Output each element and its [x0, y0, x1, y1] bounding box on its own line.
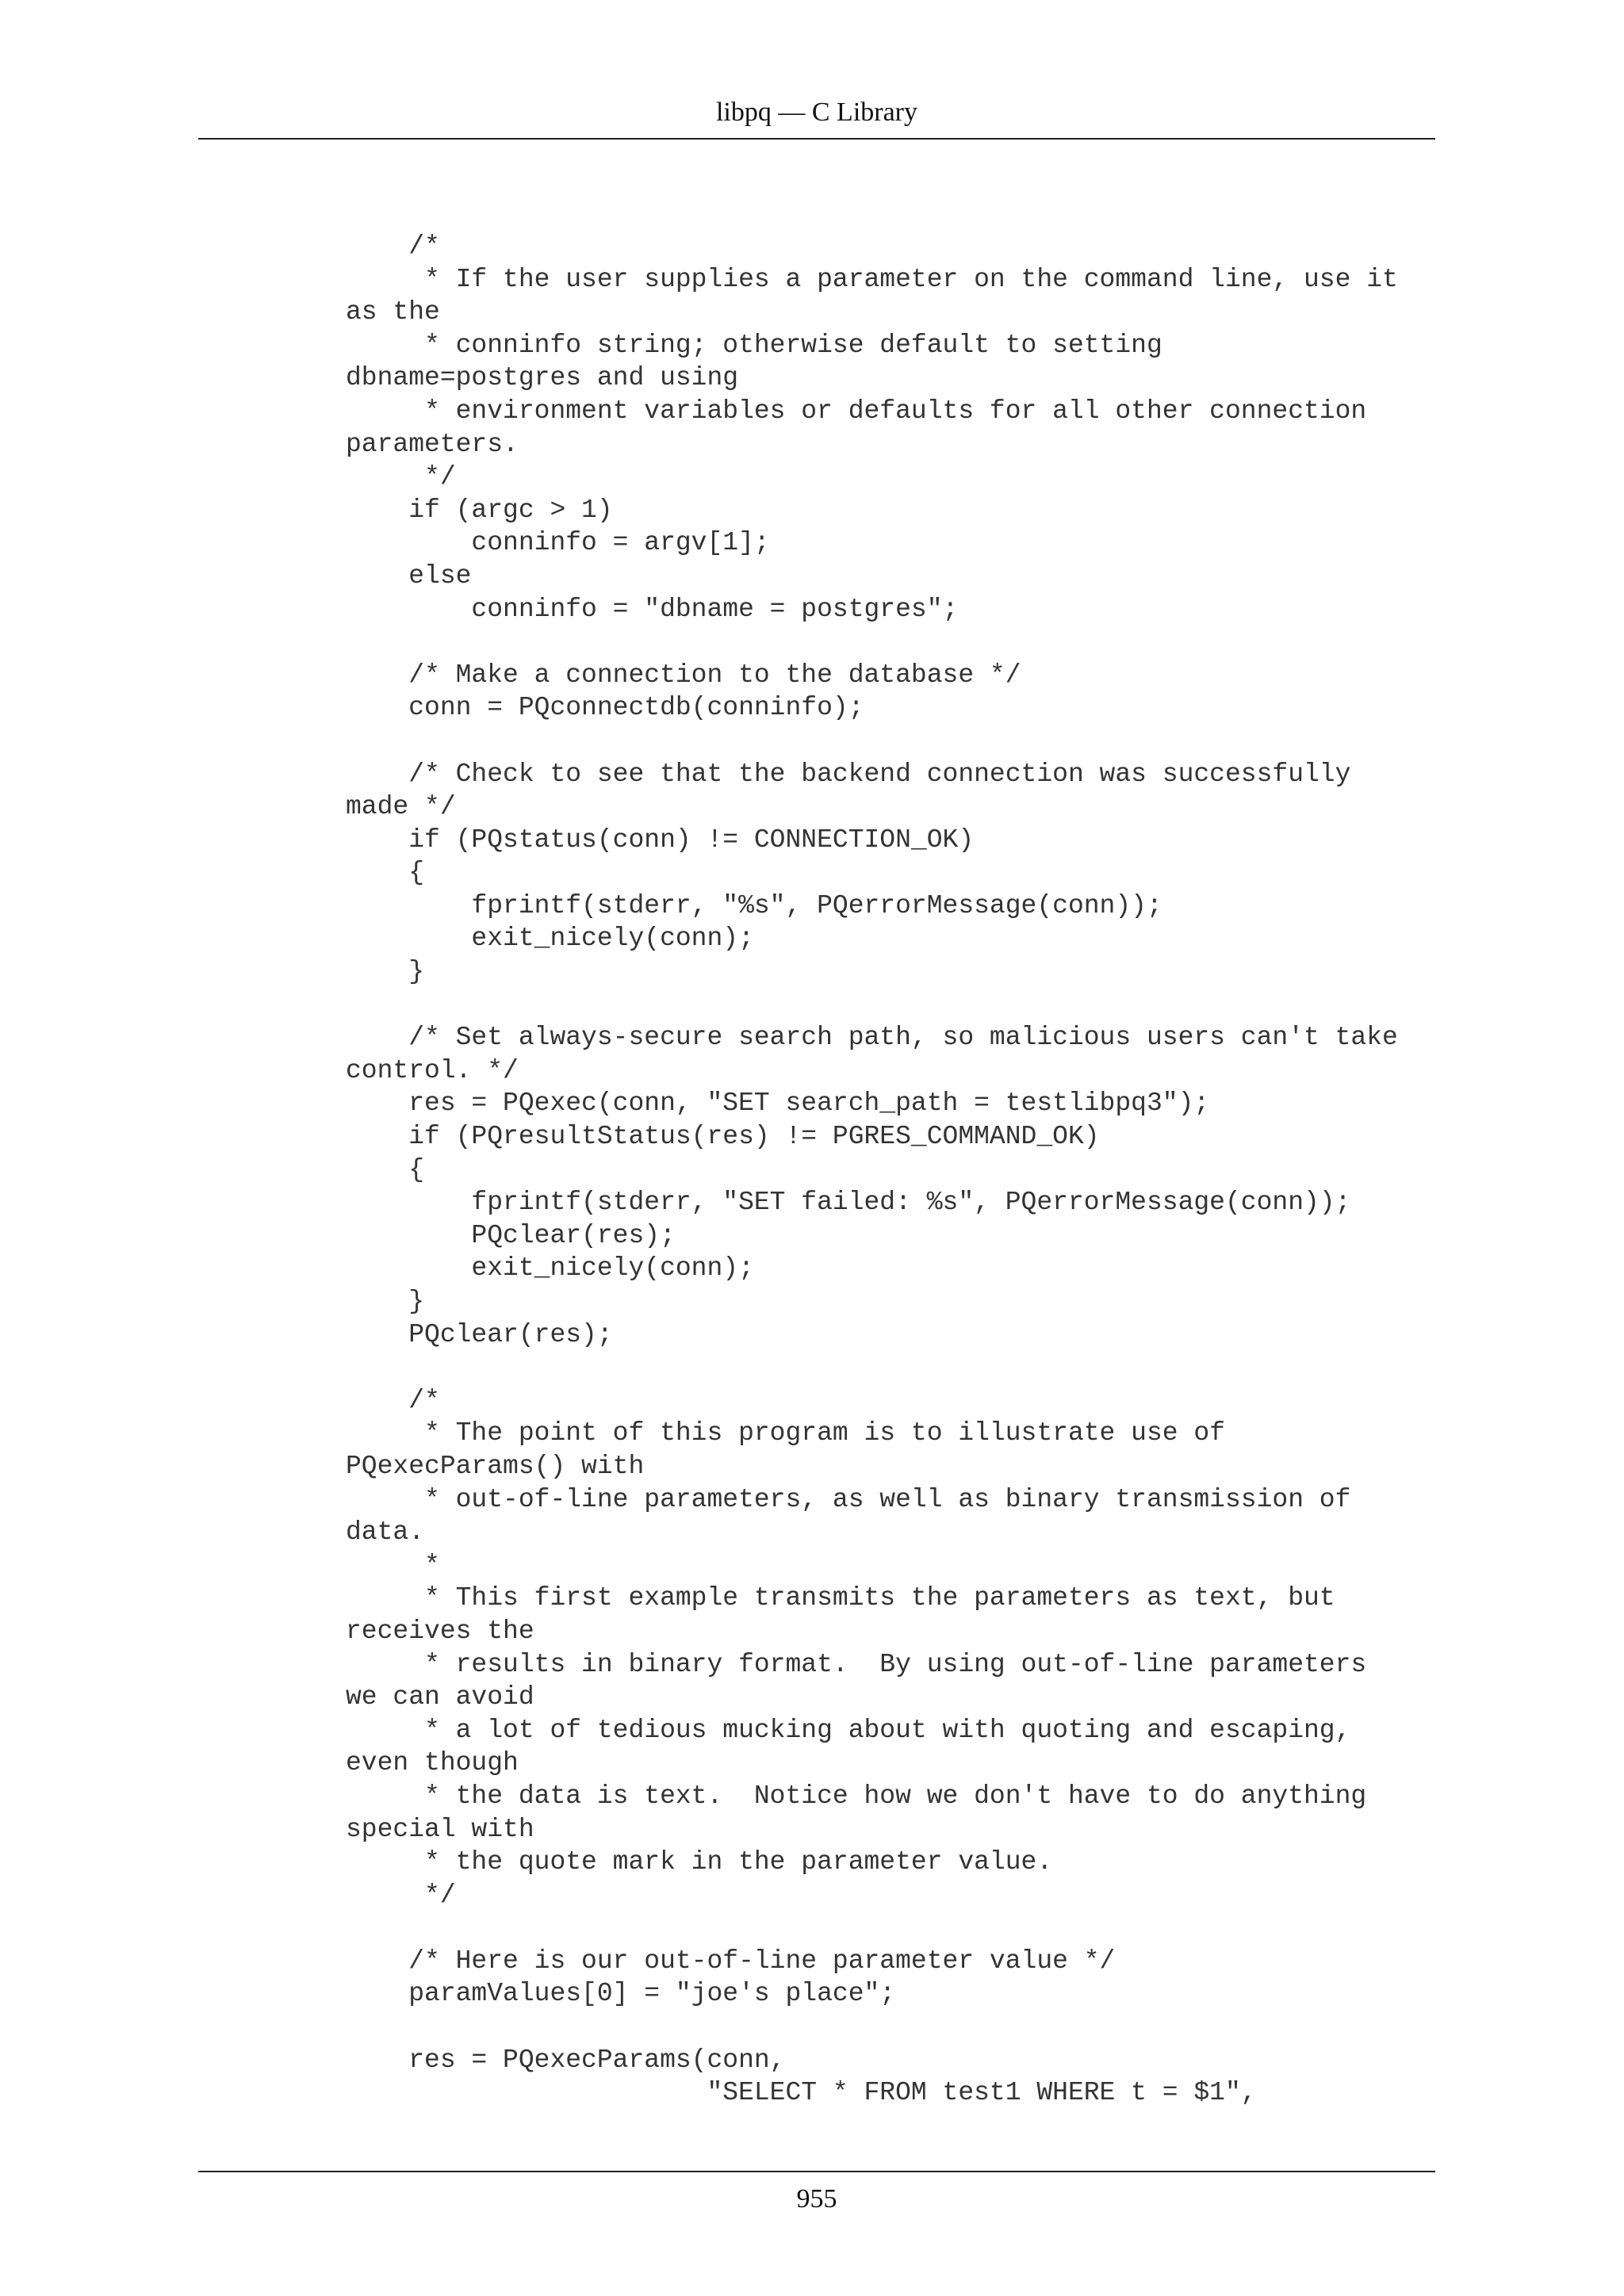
code-line: if (PQresultStatus(res) != PGRES_COMMAND_OK) — [346, 1122, 1100, 1152]
code-line: dbname=postgres and using — [346, 363, 739, 393]
code-line: * conninfo string; otherwise default to setting — [346, 330, 1162, 360]
code-line: * results in binary format. By using out-of-line parameters — [346, 1649, 1367, 1679]
code-line: * environment variables or defaults for all other connection — [346, 396, 1367, 426]
page-number: 955 — [796, 2184, 837, 2214]
code-line: res = PQexec(conn, "SET search_path = testlibpq3"); — [346, 1089, 1210, 1119]
code-line: fprintf(stderr, "SET failed: %s", PQerrorMessage(conn)); — [346, 1188, 1351, 1218]
code-line: { — [346, 1154, 425, 1184]
code-line: res = PQexecParams(conn, — [346, 2045, 786, 2075]
code-line: /* Here is our out-of-line parameter value */ — [346, 1946, 1116, 1976]
code-line: we can avoid — [346, 1682, 534, 1712]
code-line: conn = PQconnectdb(conninfo); — [346, 693, 864, 723]
code-line: special with — [346, 1814, 534, 1844]
code-line: paramValues[0] = "joe's place"; — [346, 1979, 896, 2009]
code-line: /* — [346, 1385, 440, 1415]
code-line: */ — [346, 1880, 456, 1910]
code-line — [346, 989, 1398, 1022]
code-line: * the data is text. Notice how we don't have to do anything — [346, 1781, 1367, 1811]
code-line: /* — [346, 232, 440, 261]
page-header — [198, 92, 1435, 140]
code-line: control. */ — [346, 1055, 519, 1085]
code-line: * This first example transmits the parameters as text, but — [346, 1583, 1335, 1613]
code-line: "SELECT * FROM test1 WHERE t = $1", — [346, 2078, 1257, 2108]
code-line: if (PQstatus(conn) != CONNECTION_OK) — [346, 825, 975, 855]
code-line: conninfo = argv[1]; — [346, 528, 770, 558]
code-line: parameters. — [346, 429, 519, 459]
code-line — [346, 1351, 1398, 1384]
code-line: PQclear(res); — [346, 1220, 676, 1250]
code-line: data. — [346, 1517, 425, 1548]
code-line: * out-of-line parameters, as well as binary transmission of — [346, 1484, 1351, 1514]
code-line — [346, 725, 1398, 758]
code-line — [346, 2011, 1398, 2044]
code-line: else — [346, 561, 472, 591]
code-line: conninfo = "dbname = postgres"; — [346, 594, 959, 624]
code-listing — [346, 230, 1398, 2110]
code-line: exit_nicely(conn); — [346, 1253, 754, 1284]
code-line: PQexecParams() with — [346, 1451, 645, 1481]
code-line: * the quote mark in the parameter value. — [346, 1847, 1053, 1877]
code-line: PQclear(res); — [346, 1319, 613, 1349]
code-line: even though — [346, 1748, 519, 1778]
code-line: * — [346, 1550, 440, 1580]
running-title: libpq — C Library — [715, 98, 918, 127]
code-line — [346, 1911, 1398, 1945]
code-line: /* Make a connection to the database */ — [346, 660, 1021, 690]
code-line: made */ — [346, 792, 456, 822]
code-line: /* Check to see that the backend connection was successfully — [346, 759, 1351, 789]
code-line: * If the user supplies a parameter on the command line, use it — [346, 264, 1398, 294]
page-footer — [198, 2171, 1435, 2220]
code-line: receives the — [346, 1616, 534, 1646]
code-line — [346, 626, 1398, 659]
code-line: * The point of this program is to illustrate use of — [346, 1418, 1225, 1448]
code-line: { — [346, 858, 425, 888]
code-line: } — [346, 957, 425, 987]
code-line: as the — [346, 297, 440, 327]
code-line: if (argc > 1) — [346, 495, 613, 525]
code-line: } — [346, 1287, 425, 1316]
code-line: * a lot of tedious mucking about with quoting and escaping, — [346, 1715, 1351, 1745]
code-line: /* Set always-secure search path, so malicious users can't take — [346, 1023, 1398, 1053]
code-line: exit_nicely(conn); — [346, 924, 754, 954]
code-line: fprintf(stderr, "%s", PQerrorMessage(conn)); — [346, 890, 1162, 920]
code-line: */ — [346, 462, 456, 492]
